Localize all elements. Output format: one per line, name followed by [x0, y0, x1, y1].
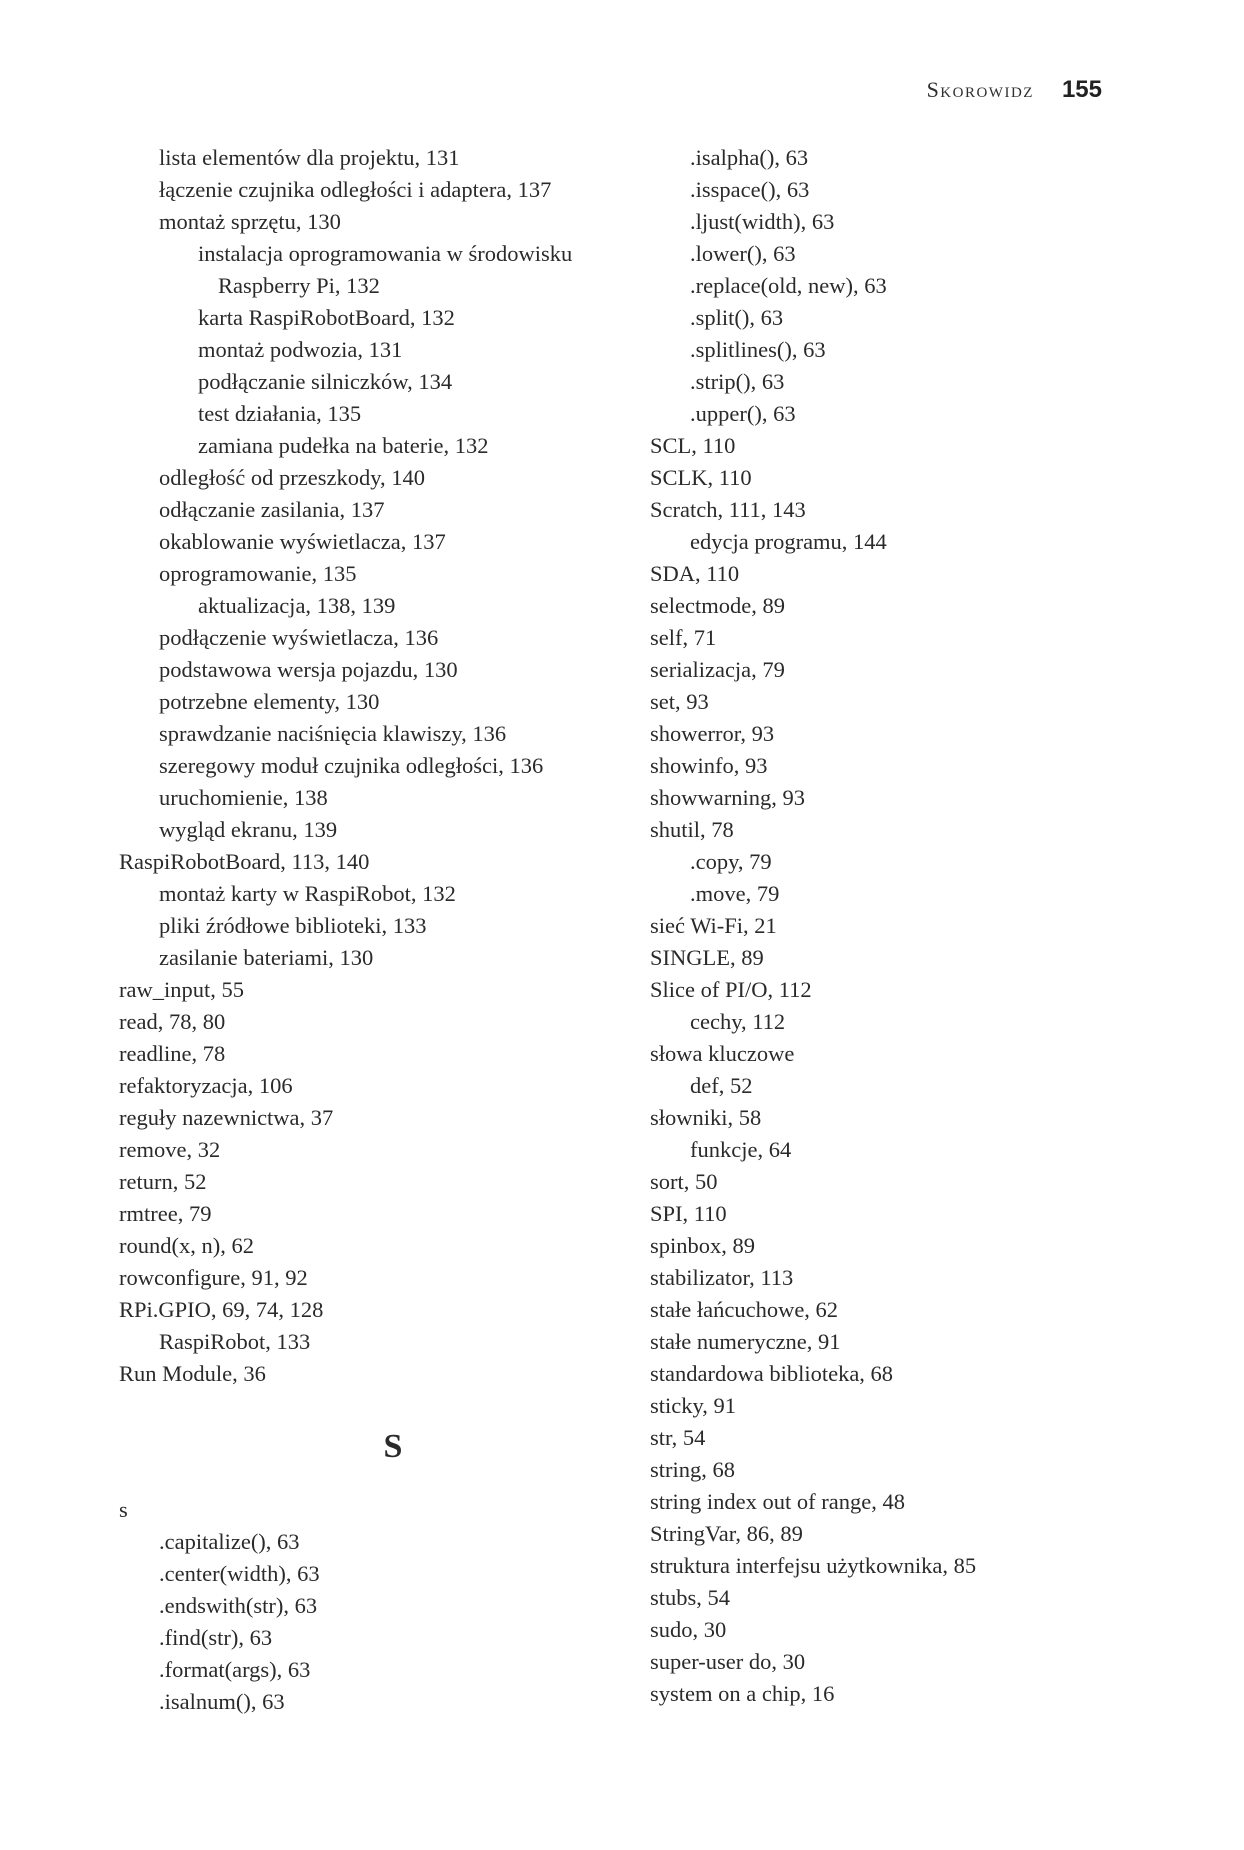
index-entry: sort, 50: [650, 1169, 718, 1194]
index-entry: reguły nazewnictwa, 37: [119, 1105, 334, 1130]
index-entry: podłączanie silniczków, 134: [198, 369, 453, 394]
index-entry: RPi.GPIO, 69, 74, 128: [119, 1297, 324, 1322]
index-entry: .isalnum(), 63: [159, 1689, 285, 1714]
index-entry: .move, 79: [690, 881, 780, 906]
index-entry: edycja programu, 144: [690, 529, 887, 554]
index-entry: .endswith(str), 63: [159, 1593, 318, 1618]
index-entry: test działania, 135: [198, 401, 362, 426]
index-column-right: [650, 142, 1120, 1710]
index-entry: SCL, 110: [650, 433, 736, 458]
index-entry: sieć Wi-Fi, 21: [650, 913, 777, 938]
letter-heading: S: [383, 1428, 403, 1465]
index-entry: instalacja oprogramowania w środowisku: [198, 241, 573, 266]
index-entry: stubs, 54: [650, 1585, 731, 1610]
index-entry: refaktoryzacja, 106: [119, 1073, 293, 1098]
index-entry: stałe numeryczne, 91: [650, 1329, 841, 1354]
index-entry: remove, 32: [119, 1137, 221, 1162]
index-entry: shutil, 78: [650, 817, 734, 842]
index-entry: .find(str), 63: [159, 1625, 273, 1650]
index-entry: odległość od przeszkody, 140: [159, 465, 425, 490]
index-entry: serializacja, 79: [650, 657, 785, 682]
index-entry: Raspberry Pi, 132: [218, 273, 380, 298]
index-entry: RaspiRobotBoard, 113, 140: [119, 849, 370, 874]
index-entry: StringVar, 86, 89: [650, 1521, 803, 1546]
index-entry: standardowa biblioteka, 68: [650, 1361, 894, 1386]
index-entry: zamiana pudełka na baterie, 132: [198, 433, 489, 458]
index-entry: szeregowy moduł czujnika odległości, 136: [159, 753, 544, 778]
index-entry: sprawdzanie naciśnięcia klawiszy, 136: [159, 721, 507, 746]
index-entry: podstawowa wersja pojazdu, 130: [159, 657, 458, 682]
index-entry: sudo, 30: [650, 1617, 727, 1642]
index-entry: aktualizacja, 138, 139: [198, 593, 396, 618]
index-entry: łączenie czujnika odległości i adaptera, 137: [159, 177, 552, 202]
index-entry: str, 54: [650, 1425, 706, 1450]
index-entry: readline, 78: [119, 1041, 226, 1066]
index-entry: oprogramowanie, 135: [159, 561, 357, 586]
index-entry: round(x, n), 62: [119, 1233, 254, 1258]
index-entry: sticky, 91: [650, 1393, 737, 1418]
index-entry: potrzebne elementy, 130: [159, 689, 380, 714]
index-entry: rmtree, 79: [119, 1201, 212, 1226]
index-entry: odłączanie zasilania, 137: [159, 497, 385, 522]
index-entry: zasilanie bateriami, 130: [159, 945, 374, 970]
index-entry: lista elementów dla projektu, 131: [159, 145, 460, 170]
index-entry: .lower(), 63: [690, 241, 796, 266]
index-entry: uruchomienie, 138: [159, 785, 328, 810]
index-entry: RaspiRobot, 133: [159, 1329, 311, 1354]
index-entry: .center(width), 63: [159, 1561, 320, 1586]
index-column-left: [119, 142, 639, 1718]
index-entry: .format(args), 63: [159, 1657, 311, 1682]
index-entry: .ljust(width), 63: [690, 209, 835, 234]
index-entry: return, 52: [119, 1169, 207, 1194]
index-entry: selectmode, 89: [650, 593, 785, 618]
index-entry: def, 52: [690, 1073, 753, 1098]
index-entry: montaż karty w RaspiRobot, 132: [159, 881, 456, 906]
index-entry: Scratch, 111, 143: [650, 497, 806, 522]
index-entry: SCLK, 110: [650, 465, 752, 490]
index-entry: s: [119, 1497, 128, 1522]
index-entry: funkcje, 64: [690, 1137, 792, 1162]
index-entry: .splitlines(), 63: [690, 337, 826, 362]
running-header: [927, 76, 1102, 104]
index-entry: Slice of PI/O, 112: [650, 977, 812, 1002]
index-entry: super-user do, 30: [650, 1649, 806, 1674]
index-entry: showwarning, 93: [650, 785, 805, 810]
index-entry: string index out of range, 48: [650, 1489, 905, 1514]
index-entries-right: [650, 142, 1120, 1710]
index-entry: showerror, 93: [650, 721, 775, 746]
index-entry: SPI, 110: [650, 1201, 727, 1226]
index-entries-left-top: [119, 142, 639, 1390]
index-entry: montaż sprzętu, 130: [159, 209, 341, 234]
section-title-text: Skorowidz: [926, 77, 1034, 102]
index-entry: rowconfigure, 91, 92: [119, 1265, 308, 1290]
index-entry: .isalpha(), 63: [690, 145, 809, 170]
index-entry: SDA, 110: [650, 561, 740, 586]
index-entry: string, 68: [650, 1457, 736, 1482]
index-entry: karta RaspiRobotBoard, 132: [198, 305, 455, 330]
index-entry: struktura interfejsu użytkownika, 85: [650, 1553, 977, 1578]
index-entry: raw_input, 55: [119, 977, 244, 1002]
index-entry: .isspace(), 63: [690, 177, 810, 202]
index-entry: read, 78, 80: [119, 1009, 226, 1034]
index-entry: Run Module, 36: [119, 1361, 266, 1386]
index-entry: .capitalize(), 63: [159, 1529, 300, 1554]
index-entry: wygląd ekranu, 139: [159, 817, 338, 842]
index-entry: .strip(), 63: [690, 369, 785, 394]
index-entry: SINGLE, 89: [650, 945, 764, 970]
index-entry: .copy, 79: [690, 849, 772, 874]
section-title: [927, 77, 1034, 103]
page-number: 155: [1061, 76, 1102, 103]
index-entry: spinbox, 89: [650, 1233, 756, 1258]
index-entry: montaż podwozia, 131: [198, 337, 403, 362]
index-entry: showinfo, 93: [650, 753, 768, 778]
index-entry: słowniki, 58: [650, 1105, 762, 1130]
index-entries-left-bottom: [119, 1494, 639, 1718]
index-entry: stałe łańcuchowe, 62: [650, 1297, 839, 1322]
index-entry: cechy, 112: [690, 1009, 786, 1034]
index-entry: podłączenie wyświetlacza, 136: [159, 625, 439, 650]
index-entry: system on a chip, 16: [650, 1681, 835, 1706]
index-entry: self, 71: [650, 625, 717, 650]
index-entry: .upper(), 63: [690, 401, 796, 426]
index-entry: słowa kluczowe: [650, 1041, 795, 1066]
index-entry: set, 93: [650, 689, 709, 714]
index-entry: .split(), 63: [690, 305, 784, 330]
index-entry: stabilizator, 113: [650, 1265, 794, 1290]
index-entry: .replace(old, new), 63: [690, 273, 887, 298]
index-entry: okablowanie wyświetlacza, 137: [159, 529, 446, 554]
index-entry: pliki źródłowe biblioteki, 133: [159, 913, 427, 938]
